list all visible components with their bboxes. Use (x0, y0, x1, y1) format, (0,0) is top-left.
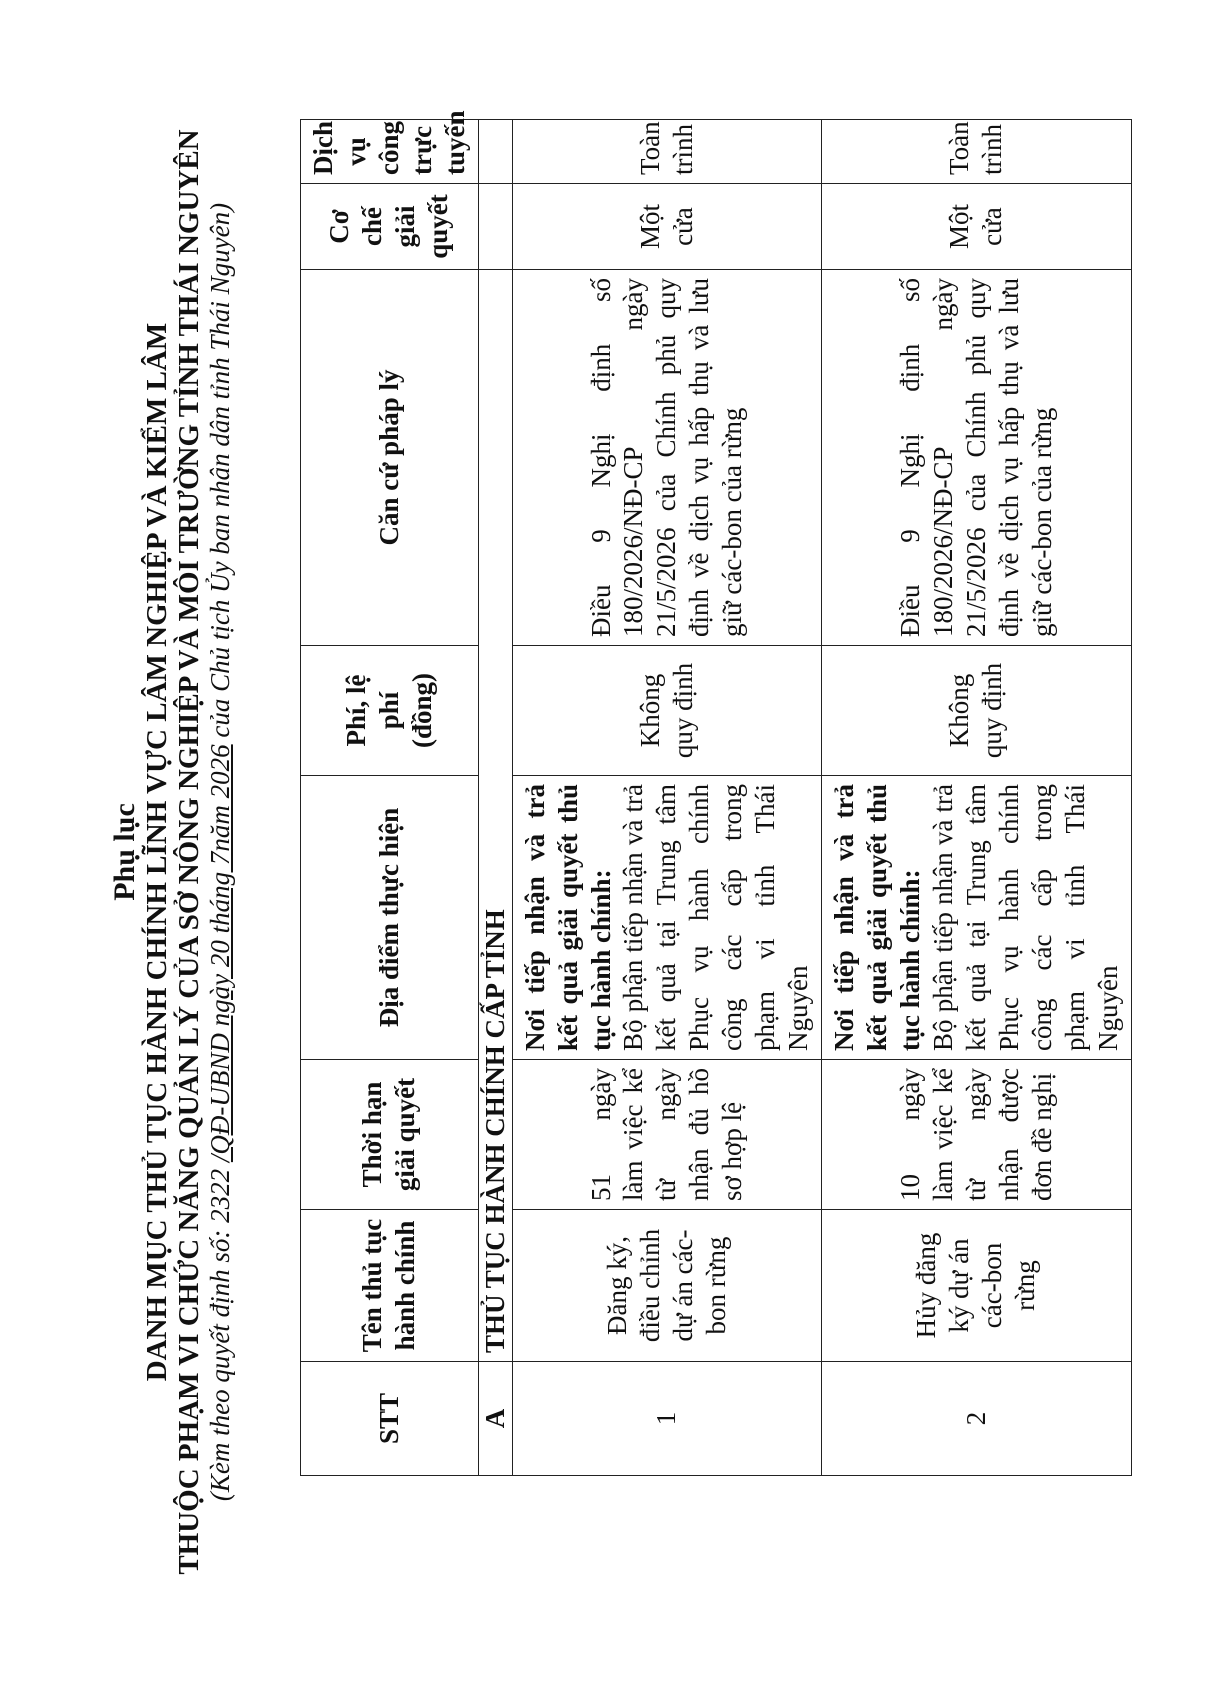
row-name: Hủy đăng ký dự án các-bon rừng (822, 1210, 1131, 1362)
section-empty-cell (478, 184, 512, 270)
row-stt: 1 (512, 1362, 821, 1476)
subtitle-suffix: của Chủ tịch Ủy ban nhân dân tỉnh Thái Nguyên) (205, 202, 235, 745)
section-code: A (478, 1362, 512, 1476)
header-online: Dịch vụ công trực tuyến (301, 120, 479, 184)
row-place-text: Bộ phận tiếp nhận và trả kết quả tại Trung tâm Phục vụ hành chính công các cấp trong phạm vi tỉnh Thái Nguyên (618, 784, 814, 1051)
row-place-text: Bộ phận tiếp nhận và trả kết quả tại Trung tâm Phục vụ hành chính công các cấp trong phạm vi tỉnh Thái Nguyên (927, 784, 1123, 1051)
section-label: THỦ TỤC HÀNH CHÍNH CẤP TỈNH (478, 270, 512, 1362)
row-place (822, 776, 1131, 1060)
row-fee: Không quy định (512, 646, 821, 776)
subtitle-underlined: /QĐ-UBND ngày 20 tháng 7năm 2026 (205, 744, 235, 1163)
row-legal: Điều 9 Nghị định số 180/2026/NĐ-CP ngày 21/5/2026 của Chính phủ quy định về dịch vụ hấp thụ và lưu giữ các-bon của rừng (822, 270, 1131, 646)
row-deadline: 10 ngày làm việc kể từ ngày nhận được đơn đề nghị (822, 1060, 1131, 1210)
row-mechanism: Một cửa (512, 184, 821, 270)
row-place (512, 776, 821, 1060)
subtitle-prefix: (Kèm theo quyết định số: 2322 (205, 1162, 235, 1502)
row-place-heading: Nơi tiếp nhận và trả kết quả giải quyết thủ tục hành chính: (829, 784, 925, 1051)
heading-line-2: THUỘC PHẠM VI CHỨC NĂNG QUẢN LÝ CỦA SỞ NÔNG NGHIỆP VÀ MÔI TRƯỜNG TỈNH THÁI NGUYÊN (173, 129, 205, 1575)
row-legal: Điều 9 Nghị định số 180/2026/NĐ-CP ngày 21/5/2026 của Chính phủ quy định về dịch vụ hấp thụ và lưu giữ các-bon của rừng (512, 270, 821, 646)
row-name: Đăng ký, điều chỉnh dự án các-bon rừng (512, 1210, 821, 1362)
section-row (478, 120, 512, 1476)
row-mechanism: Một cửa (822, 184, 1131, 270)
row-online: Toàn trình (822, 120, 1131, 184)
table-row (822, 120, 1131, 1476)
header-name: Tên thủ tục hành chính (301, 1210, 479, 1362)
header-mechanism: Cơ chế giải quyết (301, 184, 479, 270)
heading-line-1: DANH MỤC THỦ TỤC HÀNH CHÍNH LĨNH VỰC LÂM NGHIỆP VÀ KIỂM LÂM (141, 322, 173, 1382)
header-fee: Phí, lệ phí (đồng) (301, 646, 479, 776)
header-deadline: Thời hạn giải quyết (301, 1060, 479, 1210)
row-fee: Không quy định (822, 646, 1131, 776)
header-stt: STT (301, 1362, 479, 1476)
section-empty-cell (478, 120, 512, 184)
header-legal: Căn cứ pháp lý (301, 270, 479, 646)
row-online: Toàn trình (512, 120, 821, 184)
table-header-row (301, 120, 479, 1476)
header-place: Địa điểm thực hiện (301, 776, 479, 1060)
procedure-table (300, 110, 1132, 1476)
row-deadline: 51 ngày làm việc kể từ ngày nhận đủ hồ sơ hợp lệ (512, 1060, 821, 1210)
decision-subtitle (205, 0, 236, 1704)
row-place-heading: Nơi tiếp nhận và trả kết quả giải quyết thủ tục hành chính: (519, 784, 616, 1051)
appendix-title: Phụ lục (108, 803, 141, 901)
row-stt: 2 (822, 1362, 1131, 1476)
table-row (512, 120, 821, 1476)
